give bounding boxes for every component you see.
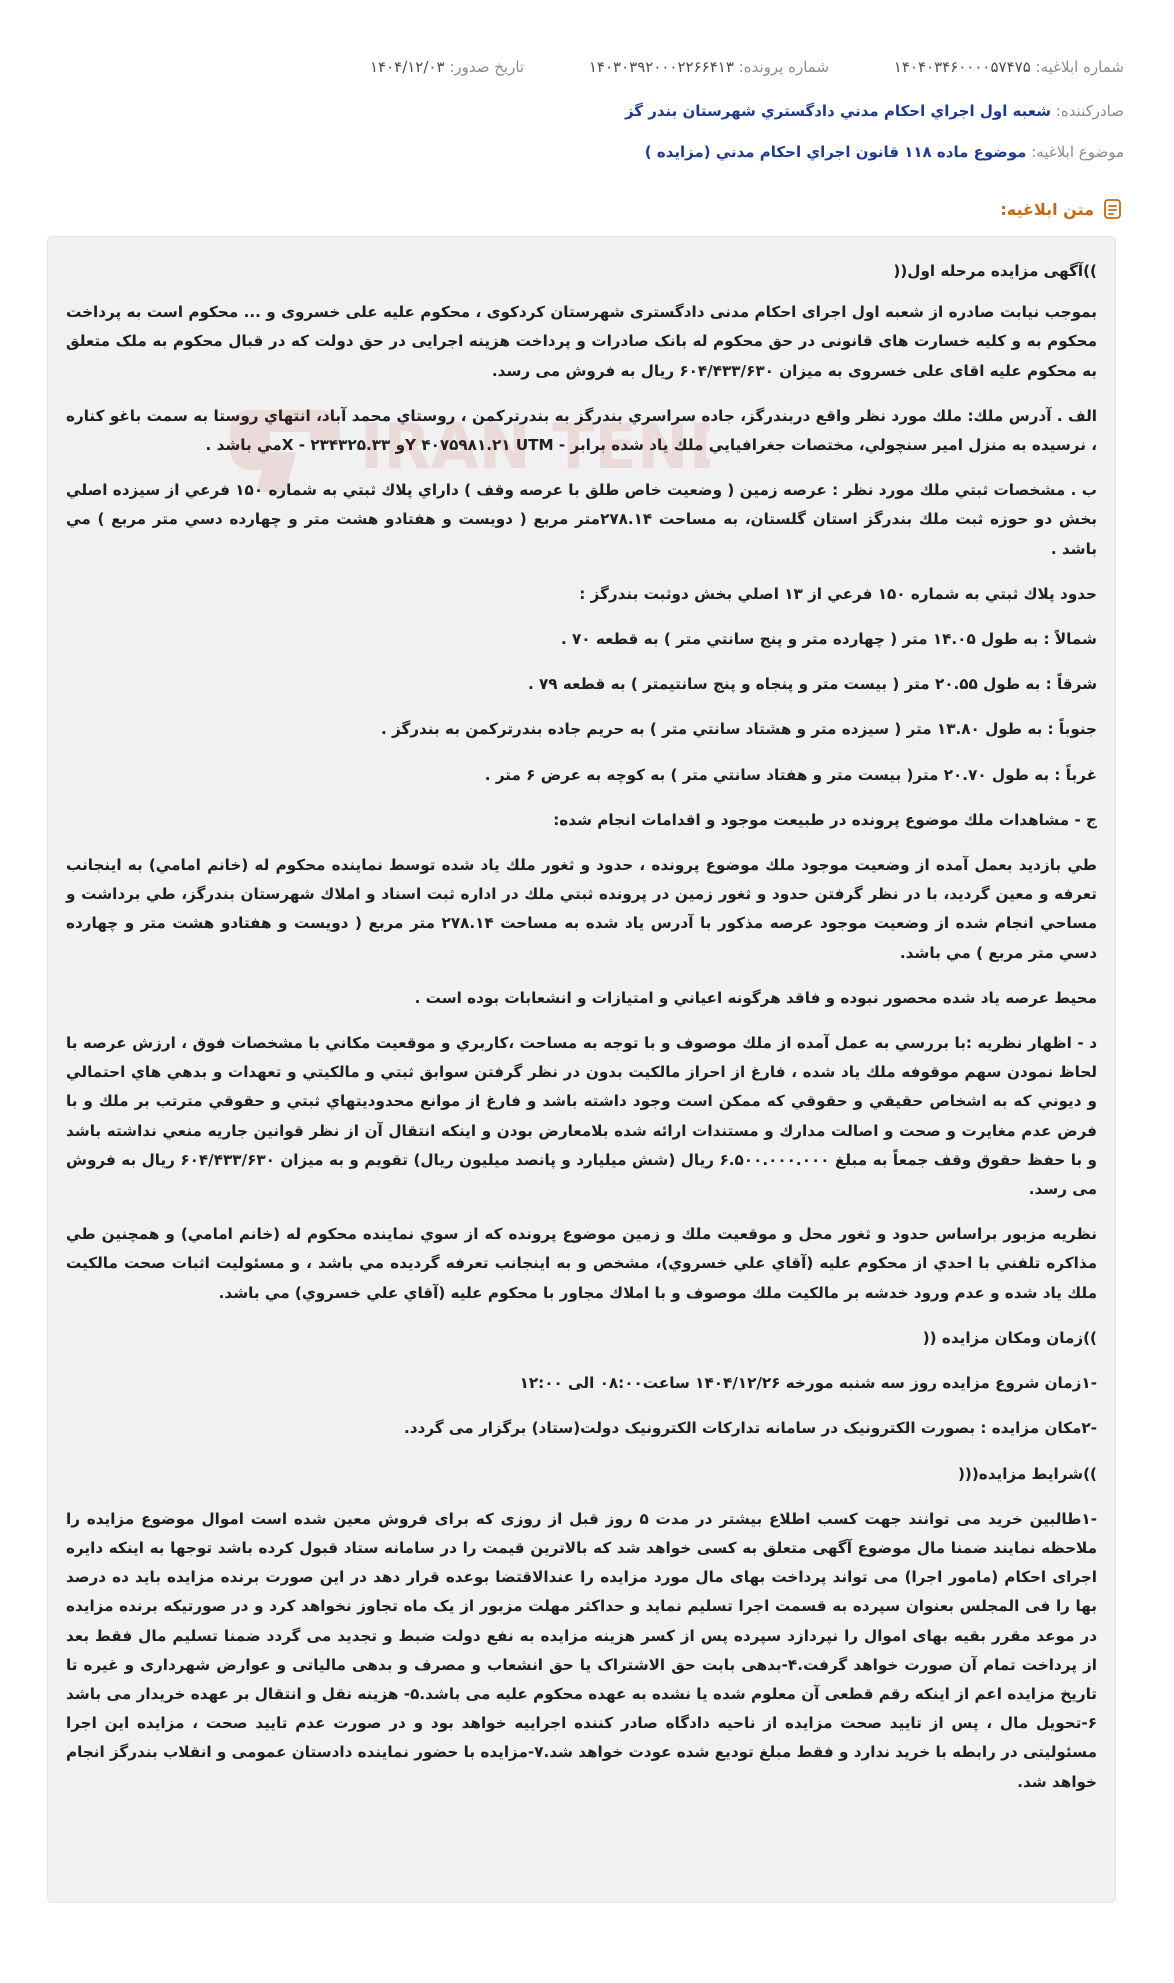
case-number-value: ۱۴۰۳۰۳۹۲۰۰۰۲۲۶۶۴۱۳ <box>588 58 734 76</box>
section-conditions-title: ))شرایط مزایده((( <box>957 1464 1097 1483</box>
paragraph-address: الف . آدرس ملك: ملك مورد نظر واقع دربندرگز، جاده سراسري بندرگز به بندرتركمن ، روستاي محمد آباد، انتهاي روستا به سمت باغو كناره ، نرسيده به منزل امير سنچولي، مختصات جغرافيايي ملك ياد شده برابر - Y ۴۰۷۵۹۸۱.۲۱ UTMو ۲۳۴۳۲۵.۳۳ - Xمي باشد . <box>66 406 1097 455</box>
paragraph-observations: طي بازديد بعمل آمده از وضعيت موجود ملك موضوع پرونده ، حدود و ثغور ملك ياد شده توسط نماينده محكوم له (خانم امامي) به اينجانب تعرفه و معين گرديد، با در نظر گرفتن حدود و ثغور زمين در پرونده ثبتي ملك در اداره ثبت اسناد و املاك شهرستان بندرگز، طي برداشت و مساحي انجام شده از وضعيت موجود عرصه مذكور با آدرس ياد شده به مساحت ۲۷۸.۱۴ متر مربع ( دويست و هفتادو هشت متر و چهارده دسي متر مربع ) مي باشد. <box>66 856 1097 962</box>
document-icon <box>1102 197 1124 221</box>
case-number <box>589 56 829 78</box>
auction-place: -۲مکان مزایده : بصورت الکترونیک در سامانه تدارکات الکترونیک دولت(ستاد) برگزار می گردد. <box>403 1419 1097 1438</box>
boundary-east: شرقاً : به طول ۲۰.۵۵ متر ( بيست متر و پنجاه و پنج سانتيمتر ) به قطعه ۷۹ . <box>527 675 1097 694</box>
paragraph-appraisal-basis: نظريه مزبور براساس حدود و ثغور محل و موقعيت ملك و زمين موضوع پرونده كه از سوي نماينده محكوم له (خانم امامي) و همچنين طي مذاكره تلفني با احدي از محكوم عليه (آقاي علي خسروي)، مشخص و به اينجانب تعرفه گرديده مي باشد ، و مسئوليت اثبات صحت مالكيت ملك ياد شده و عدم ورود خدشه بر مالكيت ملك موصوف و با املاك مجاور با محكوم عليه (آقاي علي خسروي) مي باشد. <box>66 1225 1097 1302</box>
notice-number-value: ۱۴۰۴۰۳۴۶۰۰۰۰۵۷۴۷۵ <box>893 58 1031 76</box>
subject-value: موضوع ماده ۱۱۸ قانون اجراي احكام مدني (مزايده ) <box>644 143 1027 161</box>
notice-text-label: متن ابلاغیه: <box>1000 199 1094 219</box>
boundary-south: جنوباً : به طول ۱۳.۸۰ متر ( سيزده متر و هشتاد سانتي متر ) به حريم جاده بندرتركمن به بندرگز . <box>380 720 1097 739</box>
issue-date-value: ۱۴۰۴/۱۲/۰۳ <box>369 58 445 76</box>
paragraph-enclosure: محيط عرصه ياد شده محصور نبوده و فاقد هرگونه اعياني و امتيازات و انشعابات بوده است . <box>414 988 1097 1007</box>
auction-time: -۱زمان شروع مزایده روز سه شنبه مورخه ۱۴۰۴/۱۲/۲۶ ساعت۰۸:۰۰ الی ۱۲:۰۰ <box>519 1374 1097 1393</box>
boundary-west: غرباً : به طول ۲۰.۷۰ متر( بيست متر و هفتاد سانتي متر ) به كوچه به عرض ۶ متر . <box>484 765 1097 784</box>
subject-label: موضوع ابلاغیه: <box>1031 143 1124 161</box>
paragraph-registration: ب . مشخصات ثبتي ملك مورد نظر : عرصه زمين ( وضعيت خاص طلق با عرصه وقف ) داراي پلاك ثبتي به شماره ۱۵۰ فرعي از سيزده اصلي بخش دو حوزه ثبت ملك بندرگز استان گلستان، به مساحت ۲۷۸.۱۴متر مربع ( دويست و هفتادو هشت متر و چهارده دسي متر مربع ) مي باشد . <box>66 481 1097 558</box>
issuer-row <box>50 100 1124 122</box>
notice-meta-row <box>50 56 1124 78</box>
notice-number-label: شماره ابلاغیه: <box>1035 58 1124 76</box>
paragraph-appraisal: د - اظهار نظريه :با بررسي به عمل آمده از ملك موصوف و با توجه به مساحت ،كاربري و موقعيت مكاني با مشخصات فوق ، ارزش عرصه با لحاظ نمودن سهم موقوفه ملك ياد شده ، فارغ از احراز مالكيت بدون در نظر گرفتن سوابق ثبتي و مالكيتي و تعهدات و بدهي هاي احتمالي و ديوني كه به اشخاص حقيقي و حقوقي كه ممكن است وجود داشته باشد و فارغ از موانع محدوديتهاي ثبتي و حقوقي مترتب بر ملك و با فرض عدم مغايرت و صحت و اصالت مدارك و مستندات ارائه شده بلامعارض بودن و اينكه انتقال آن از نظر قوانين جاريه منعي نداشته باشد و با حفظ حقوق وقف جمعاً به مبلغ ۶.۵۰۰.۰۰۰.۰۰۰ ريال (شش ميليارد و پانصد ميليون ريال) تقويم و به ميزان ۶۰۴/۴۳۳/۶۳۰ ریال به فروش می رسد. <box>66 1034 1097 1199</box>
auction-title: ))آگهی مزایده مرحله اول(( <box>893 262 1097 280</box>
subject-row <box>50 141 1124 163</box>
issue-date-label: تاریخ صدور: <box>449 58 525 76</box>
notice-text-heading <box>1000 197 1124 221</box>
notice-number <box>894 56 1124 78</box>
issuer-value: شعبه اول اجراي احكام مدني دادگستري شهرستان بندر گز <box>624 102 1051 120</box>
notice-text-body <box>47 236 1116 1903</box>
boundary-north: شمالاً : به طول ۱۴.۰۵ متر ( چهارده متر و پنج سانتي متر ) به قطعه ۷۰ . <box>560 630 1097 649</box>
paragraph-intro: بموجب نیابت صادره از شعبه اول اجرای احکام مدنی دادگستری شهرستان کردکوی ، محکوم علیه علی خسروی و ... محکوم است به پرداخت محکوم به و کلیه خسارت های قانونی در حق محکوم له بانک صادرات و پرداخت هزینه اجرایی در حق دولت که در قبال محکوم به ملک متعلق به محکوم علیه اقای علی خسروی به میزان ۶۰۴/۴۳۳/۶۳۰ ریال به فروش می رسد. <box>66 303 1097 380</box>
issue-date <box>370 56 524 78</box>
case-number-label: شماره پرونده: <box>738 58 830 76</box>
section-time-place-title: ))زمان ومکان مزایده (( <box>922 1328 1097 1347</box>
paragraph-boundaries-title: حدود پلاك ثبتي به شماره ۱۵۰ فرعي از ۱۳ اصلي بخش دوثبت بندرگز : <box>579 584 1097 603</box>
issuer-label: صادرکننده: <box>1055 102 1124 120</box>
auction-conditions: -۱طالبین خرید می توانند جهت کسب اطلاع بیشتر در مدت ۵ روز قبل از روزی که برای فروش معین شده است اموال موضوع مزایده را ملاحظه نمایند ضمنا مال موضوع آگهی متعلق به کسی خواهد شد که بالاترین قیمت را در سامانه ستاد قبول کرده باشد توجها به اینکه دایره اجرای احکام (مامور اجرا) می تواند پرداخت بهای مال مورد مزایده را عندالاقتضا بوعده قرار دهد در این صورت برنده مزایده باید ده درصد بها را فی المجلس بعنوان سپرده به قسمت اجرا تسلیم نماید و حداکثر مهلت مزبور از یک ماه تجاوز نخواهد کرد و در صورتیکه برنده مزایده در موعد مقرر بقیه بهای اموال را نپردازد سپرده پس از کسر هزینه مزایده به نفع دولت ضبط و تجدید می گردد ضمنا تسلیم مال فقط بعد از پرداخت تمام آن صورت خواهد گرفت.۴-بدهی بابت حق الاشتراک یا حق انشعاب و مصرف و بدهی مالیاتی و عوارض شهرداری و غیره تا تاریخ مزایده اعم از اینکه رقم قطعی آن معلوم شده یا نشده به عهده محکوم علیه می باشد.۵- هزینه نقل و انتقال بر عهده خریدار می باشد ۶-تحویل مال ، پس از تایید صحت مزایده از ناحیه دادگاه صادر کننده اجراییه خواهد بود و در صورت عدم تایید صحت ، مزایده این اجرا مسئولیتی در رابطه با خرید ندارد و فقط مبلغ تودیع شده عودت خواهد شد.۷-مزایده با حضور نماینده دادستان عمومی و انقلاب بندرگز انجام خواهد شد. <box>66 1509 1097 1791</box>
paragraph-observations-title: ج - مشاهدات ملك موضوع پرونده در طبيعت موجود و اقدامات انجام شده: <box>553 810 1097 829</box>
